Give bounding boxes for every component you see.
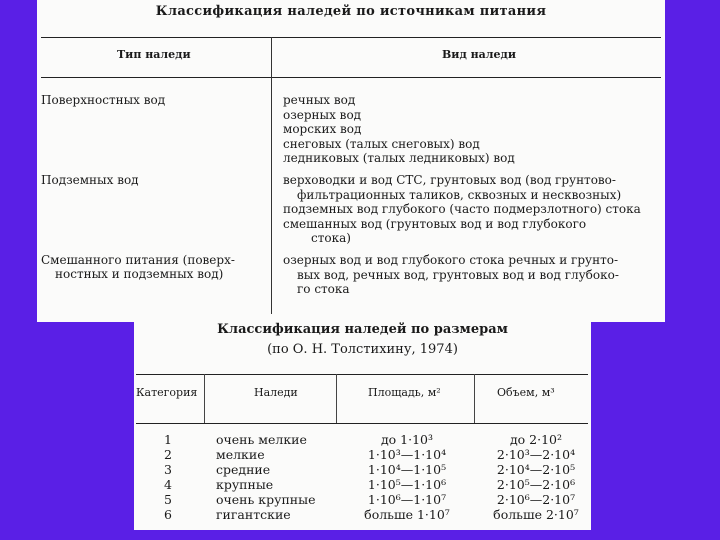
table-row: гигантские bbox=[216, 507, 291, 522]
table1-top-rule bbox=[41, 37, 661, 38]
table-row: крупные bbox=[216, 477, 274, 492]
table-row: очень мелкие bbox=[216, 432, 307, 447]
table2-header-area: Площадь, м² bbox=[368, 386, 441, 399]
table1-header-kind: Вид наледи bbox=[442, 48, 517, 61]
table-row: очень крупные bbox=[216, 492, 316, 507]
table-row: 2 bbox=[164, 447, 172, 462]
table-row: средние bbox=[216, 462, 271, 477]
table1-column-divider bbox=[271, 37, 272, 314]
table-row: 1·10⁶—1·10⁷ bbox=[367, 492, 447, 507]
table-row: 5 bbox=[164, 492, 172, 507]
table-row: 1·10³—1·10⁴ bbox=[367, 447, 447, 462]
table-row: 2·10⁵—2·10⁶ bbox=[496, 477, 576, 492]
table2-header-rule bbox=[136, 423, 588, 424]
table-row: больше 1·10⁷ bbox=[364, 507, 450, 522]
table-row: 6 bbox=[164, 507, 172, 522]
table-row: 1 bbox=[164, 432, 172, 447]
table1-row3-kinds: озерных вод и вод глубокого стока речных и грунто- вых вод, речных вод, грунтовых вод и вод глубоко- го стока bbox=[283, 253, 619, 296]
table2-title: Классификация наледей по размерам bbox=[217, 322, 508, 337]
table1-row2-kinds: верховодки и вод СТС, грунтовых вод (вод грунтово- фильтрационных таликов, сквозных и несквозных) подземных вод глубокого (часто подмерзлотного) стока смешанных вод (грунтовых вод и вод глубокого стока) bbox=[283, 173, 641, 245]
table-row: до 2·10² bbox=[509, 432, 563, 447]
table-row: 2·10⁶—2·10⁷ bbox=[496, 492, 576, 507]
table1-row1-type: Поверхностных вод bbox=[41, 93, 166, 107]
table-row: мелкие bbox=[216, 447, 265, 462]
classification-by-source-page bbox=[37, 0, 665, 322]
table-row: 1·10⁴—1·10⁵ bbox=[367, 462, 447, 477]
table2-area-column bbox=[352, 432, 462, 522]
table1-row2-type: Подземных вод bbox=[41, 173, 139, 187]
table2-header-volume: Объем, м³ bbox=[497, 386, 555, 399]
table-row: 2·10³—2·10⁴ bbox=[496, 447, 576, 462]
table-row: 4 bbox=[164, 477, 172, 492]
table2-sep-1 bbox=[204, 374, 205, 424]
table1-row1-kinds: речных вод озерных вод морских вод снеговых (талых снеговых) вод ледниковых (талых ледниковых) вод bbox=[283, 93, 515, 165]
table2-header-name: Наледи bbox=[254, 386, 298, 399]
table-row: до 1·10³ bbox=[380, 432, 434, 447]
table-row: больше 2·10⁷ bbox=[493, 507, 579, 522]
table2-subtitle: (по О. Н. Толстихину, 1974) bbox=[267, 342, 458, 357]
table-row: 2·10⁴—2·10⁵ bbox=[496, 462, 576, 477]
classification-by-size-page bbox=[134, 320, 591, 530]
table-row: 1·10⁵—1·10⁶ bbox=[367, 477, 447, 492]
table2-sep-2 bbox=[336, 374, 337, 424]
table1-row3-type: Смешанного питания (поверх- ностных и подземных вод) bbox=[41, 253, 235, 281]
table-row: 3 bbox=[164, 462, 172, 477]
table1-title: Классификация наледей по источникам питания bbox=[155, 4, 547, 19]
table1-header-type: Тип наледи bbox=[117, 48, 191, 61]
table2-volume-column bbox=[484, 432, 588, 522]
table2-name-column bbox=[216, 432, 315, 522]
table2-category-column bbox=[160, 432, 176, 522]
table1-header-rule bbox=[41, 77, 661, 78]
table2-header-category: Категория bbox=[136, 386, 198, 399]
table2-sep-3 bbox=[474, 374, 475, 424]
